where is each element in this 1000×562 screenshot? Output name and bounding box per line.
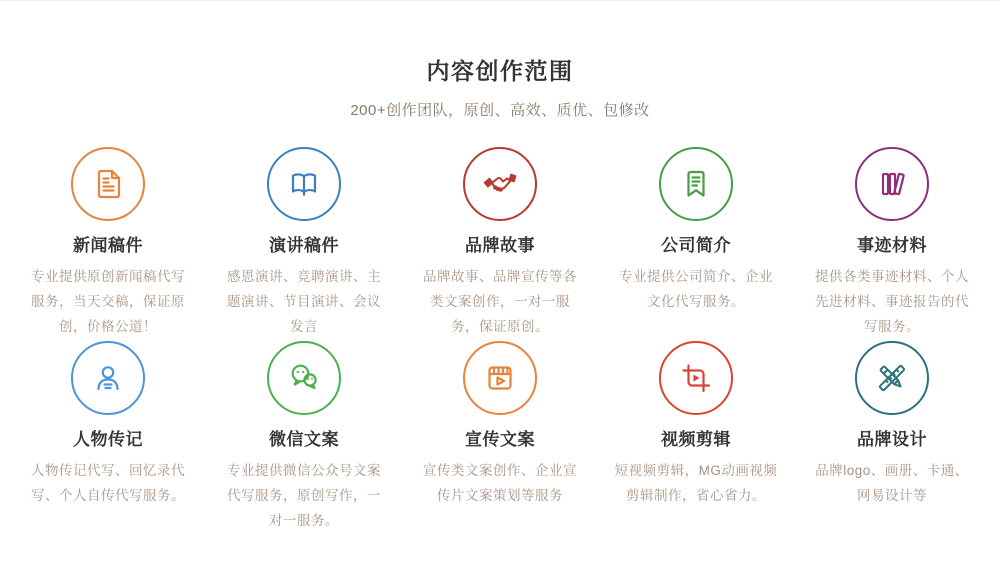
service-title: 公司简介 <box>661 236 731 255</box>
service-icon-circle <box>463 147 537 221</box>
service-icon-circle <box>71 147 145 221</box>
section-header <box>0 1 1000 120</box>
service-desc: 专业提供微信公众号文案代写服务，原创写作，一对一服务。 <box>227 463 381 528</box>
service-desc: 品牌logo、画册、卡通、网易设计等 <box>815 463 969 503</box>
services-grid <box>10 147 990 533</box>
document-icon <box>88 164 128 204</box>
video-clapper-icon <box>480 358 520 398</box>
service-card <box>10 341 206 533</box>
service-card <box>402 147 598 339</box>
design-tools-icon <box>872 358 912 398</box>
service-card <box>598 341 794 533</box>
service-title: 品牌故事 <box>465 236 535 255</box>
handshake-icon <box>480 164 520 204</box>
service-desc: 短视频剪辑，MG动画视频剪辑制作，省心省力。 <box>614 463 778 503</box>
section-title: 内容创作范围 <box>426 58 574 84</box>
service-icon-circle <box>267 147 341 221</box>
person-icon <box>88 358 128 398</box>
service-title: 微信文案 <box>269 430 339 449</box>
service-title: 品牌设计 <box>857 430 927 449</box>
service-desc: 品牌故事、品牌宣传等各类文案创作，一对一服务，保证原创。 <box>423 269 577 334</box>
bookmark-icon <box>676 164 716 204</box>
books-icon <box>872 164 912 204</box>
open-book-icon <box>284 164 324 204</box>
service-card <box>794 341 990 533</box>
service-title: 演讲稿件 <box>269 236 339 255</box>
service-icon-circle <box>659 341 733 415</box>
section-subtitle: 200+创作团队，原创、高效、质优、包修改 <box>350 102 650 119</box>
service-card <box>206 341 402 533</box>
service-title: 视频剪辑 <box>661 430 731 449</box>
service-card <box>206 147 402 339</box>
service-icon-circle <box>71 341 145 415</box>
service-title: 宣传文案 <box>465 430 535 449</box>
service-card <box>10 147 206 339</box>
service-title: 事迹材料 <box>857 236 927 255</box>
service-icon-circle <box>855 341 929 415</box>
service-title: 人物传记 <box>73 430 143 449</box>
wechat-icon <box>284 358 324 398</box>
service-desc: 人物传记代写、回忆录代写、个人自传代写服务。 <box>31 463 185 503</box>
service-icon-circle <box>463 341 537 415</box>
service-icon-circle <box>267 341 341 415</box>
content-creation-section <box>0 1 1000 533</box>
service-card <box>598 147 794 339</box>
crop-video-icon <box>676 358 716 398</box>
service-card <box>794 147 990 339</box>
service-card <box>402 341 598 533</box>
service-desc: 宣传类文案创作、企业宣传片文案策划等服务 <box>423 463 577 503</box>
service-icon-circle <box>855 147 929 221</box>
service-desc: 专业提供原创新闻稿代写服务，当天交稿，保证原创，价格公道！ <box>31 269 185 334</box>
service-title: 新闻稿件 <box>73 236 143 255</box>
service-desc: 专业提供公司简介、企业文化代写服务。 <box>619 269 773 309</box>
service-desc: 提供各类事迹材料、个人先进材料、事迹报告的代写服务。 <box>815 269 969 334</box>
service-icon-circle <box>659 147 733 221</box>
service-desc: 感恩演讲、竞聘演讲、主题演讲、节目演讲、会议发言 <box>227 269 381 334</box>
